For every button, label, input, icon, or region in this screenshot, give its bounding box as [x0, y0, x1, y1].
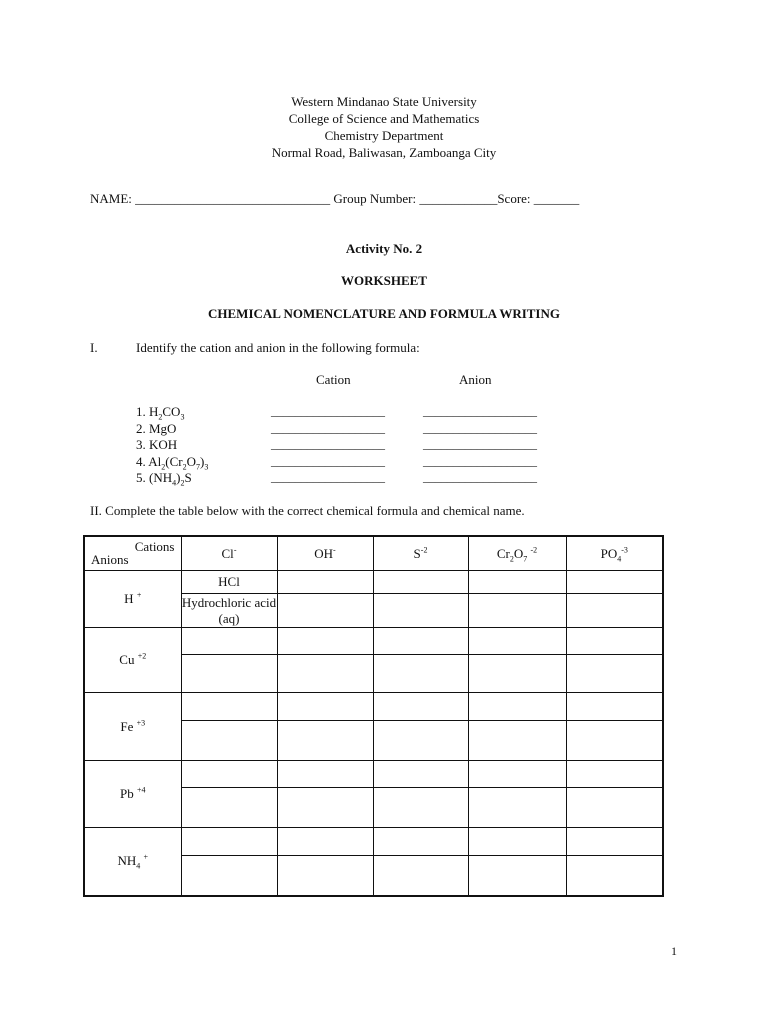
formula-item-5: 5. $(NH_4)_2S$ [136, 470, 192, 488]
answer-cell[interactable] [566, 628, 663, 655]
answer-cell[interactable] [468, 693, 566, 721]
answer-cell[interactable] [373, 721, 468, 761]
table-row [84, 761, 663, 788]
answer-cell[interactable] [468, 788, 566, 828]
answer-cell[interactable] [277, 856, 373, 896]
name-label: NAME: [90, 191, 132, 206]
answer-cell[interactable] [566, 594, 663, 628]
answer-cell[interactable] [468, 856, 566, 896]
answer-cell[interactable] [277, 828, 373, 856]
group-blank[interactable]: ____________ [419, 191, 498, 206]
cation-blank-4[interactable]: ___________________ [271, 454, 385, 468]
answer-cell[interactable] [566, 721, 663, 761]
anions-label: Anions [91, 552, 129, 567]
answer-cell[interactable] [181, 628, 277, 655]
college-name: College of Science and Mathematics [288, 111, 480, 126]
cation-blank-1[interactable]: ___________________ [271, 404, 385, 418]
column-header-cr2o7: $Cr_2O_7$ $^{-2}$ [468, 536, 566, 571]
table-corner-cell [84, 536, 181, 571]
answer-cell[interactable] [373, 693, 468, 721]
department-name: Chemistry Department [324, 128, 444, 143]
group-label: Group Number: [333, 191, 417, 206]
example-formula-cell: HCl [181, 571, 277, 594]
anion-blank-3[interactable]: ___________________ [423, 437, 537, 451]
cation-column-heading: Cation [316, 372, 351, 387]
cation-blank-3[interactable]: ___________________ [271, 437, 385, 451]
formula-item-4: 4. $Al_2(Cr_2O_7)_3$ [136, 454, 209, 472]
answer-cell[interactable] [277, 721, 373, 761]
anion-blank-1[interactable]: ___________________ [423, 404, 537, 418]
answer-cell[interactable] [468, 628, 566, 655]
answer-cell[interactable] [566, 828, 663, 856]
column-header-po4: $PO_4^{-3}$ [566, 536, 663, 571]
answer-cell[interactable] [468, 721, 566, 761]
anion-blank-4[interactable]: ___________________ [423, 454, 537, 468]
table-row [84, 628, 663, 655]
table-row [84, 571, 663, 594]
section1-instruction: Identify the cation and anion in the following formula: [136, 340, 420, 355]
answer-cell[interactable] [373, 788, 468, 828]
answer-cell[interactable] [181, 693, 277, 721]
answer-cell[interactable] [277, 761, 373, 788]
answer-cell[interactable] [181, 856, 277, 896]
formula-item-3: 3. KOH [136, 437, 178, 452]
answer-cell[interactable] [373, 761, 468, 788]
student-info-line [90, 191, 579, 207]
answer-cell[interactable] [566, 655, 663, 693]
formula-item-1: 1. $H_2CO_3$ [136, 404, 185, 422]
row-header-h: H + [84, 571, 181, 628]
answer-cell[interactable] [373, 628, 468, 655]
answer-cell[interactable] [181, 655, 277, 693]
answer-cell[interactable] [181, 721, 277, 761]
table-header-row [84, 536, 663, 571]
worksheet-title: WORKSHEET [341, 273, 427, 288]
answer-cell[interactable] [181, 761, 277, 788]
anion-blank-2[interactable]: ___________________ [423, 421, 537, 435]
answer-cell[interactable] [373, 828, 468, 856]
table-row [84, 828, 663, 856]
answer-cell[interactable] [468, 594, 566, 628]
answer-cell[interactable] [468, 828, 566, 856]
nomenclature-table [83, 535, 664, 897]
section1-number: I. [90, 340, 98, 355]
answer-cell[interactable] [566, 693, 663, 721]
answer-cell[interactable] [566, 856, 663, 896]
column-header-s: $S^{-2}$ [373, 536, 468, 571]
answer-cell[interactable] [373, 655, 468, 693]
answer-cell[interactable] [181, 788, 277, 828]
activity-title: Activity No. 2 [345, 241, 423, 256]
answer-cell[interactable] [277, 571, 373, 594]
answer-cell[interactable] [277, 788, 373, 828]
subject-title: CHEMICAL NOMENCLATURE AND FORMULA WRITING [208, 306, 560, 321]
row-header-cu: Cu $^{+2}$ [84, 628, 181, 693]
answer-cell[interactable] [468, 761, 566, 788]
answer-cell[interactable] [373, 571, 468, 594]
answer-cell[interactable] [566, 788, 663, 828]
answer-cell[interactable] [373, 594, 468, 628]
row-header-nh4: $NH_4$ + [84, 828, 181, 896]
anion-blank-5[interactable]: ___________________ [423, 470, 537, 484]
column-header-cl: Cl- [181, 536, 277, 571]
cation-blank-5[interactable]: ___________________ [271, 470, 385, 484]
section2-instruction: II. Complete the table below with the correct chemical formula and chemical name. [90, 503, 525, 518]
cations-label: Cations [134, 539, 175, 554]
answer-cell[interactable] [566, 761, 663, 788]
column-header-oh: OH- [277, 536, 373, 571]
score-label: Score: [497, 191, 531, 206]
address: Normal Road, Baliwasan, Zamboanga City [271, 145, 497, 160]
formula-item-2: 2. MgO [136, 421, 177, 436]
cation-blank-2[interactable]: ___________________ [271, 421, 385, 435]
answer-cell[interactable] [277, 594, 373, 628]
page-number: 1 [671, 944, 677, 958]
answer-cell[interactable] [277, 693, 373, 721]
row-header-fe: Fe $^{+3}$ [84, 693, 181, 761]
answer-cell[interactable] [468, 571, 566, 594]
example-name-cell: Hydrochloric acid (aq) [181, 594, 277, 626]
score-blank[interactable]: _______ [533, 191, 580, 206]
anion-column-heading: Anion [459, 372, 492, 387]
answer-cell[interactable] [468, 655, 566, 693]
answer-cell[interactable] [566, 571, 663, 594]
answer-cell[interactable] [373, 856, 468, 896]
answer-cell[interactable] [277, 628, 373, 655]
answer-cell[interactable] [181, 828, 277, 856]
row-header-pb: Pb $^{+4}$ [84, 761, 181, 828]
name-blank[interactable]: ______________________________ [135, 191, 331, 206]
answer-cell[interactable] [277, 655, 373, 693]
university-name: Western Mindanao State University [291, 94, 477, 109]
table-row [84, 693, 663, 721]
